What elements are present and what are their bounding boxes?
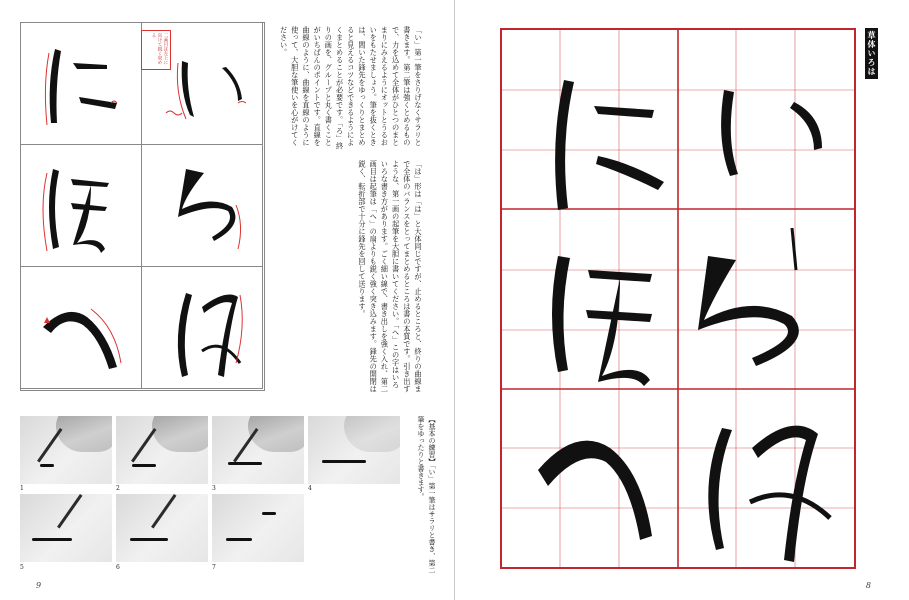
char-ni-strokes bbox=[21, 23, 142, 145]
practice-grid bbox=[20, 22, 265, 391]
photo-sequence bbox=[20, 416, 403, 574]
grid-cell-ro bbox=[142, 145, 263, 267]
photo-number: 6 bbox=[116, 564, 120, 571]
char-ho-strokes bbox=[21, 145, 142, 267]
page-title: 草体いろは bbox=[865, 28, 878, 79]
grid-cell-ho bbox=[21, 145, 142, 267]
char-ro-strokes bbox=[142, 145, 263, 267]
photo-step-5 bbox=[20, 494, 112, 562]
photo-number: 2 bbox=[116, 485, 120, 492]
photo-step-2 bbox=[116, 416, 208, 484]
grid-cell-he bbox=[21, 267, 142, 389]
photo-step-6 bbox=[116, 494, 208, 562]
photo-step-1 bbox=[20, 416, 112, 484]
photo-number: 5 bbox=[20, 564, 24, 571]
photo-number: 7 bbox=[212, 564, 216, 571]
photo-number: 3 bbox=[212, 485, 216, 492]
body-text-upper: 「い」第一筆をさりげなくサラリと書きます。第二筆は強くとめるもので、力を込めて全体がひとつのまとまりにみえるようにオットとうるおいをもたせましょう。筆を抜くときは、間いた鋒先をゆっくりとまとめると見えるコツなどできるようによくまとめることが必要です。「ろ」終りの画を、グループと丸く書くことがいちばんのポイントです。直線を曲線のように、曲線を直線のように使って、大胆な筆使いを心がけてください。 bbox=[279, 26, 423, 150]
char-ha-strokes bbox=[142, 267, 263, 389]
body-text-lower: 「は」形は「は」と大体同じですが、止めるところと、終りの曲線まで全体のバランスをとってまとめるところは書の本質です。引き出すような、第一画の起筆を大胆に書いてください。「へ」この字はいろいろな書き方があります。ごく細い線で、書き出しを強く入れ、第二画目は起筆は「へ」の扇よりも鋭く強く突き込みます。鋒先の開閉は鋭く、転折部で十分に鋒先を回して送ります。 bbox=[357, 160, 423, 393]
red-note-box: 二画目は左上に向けて鋭く収める bbox=[141, 30, 171, 70]
char-he-strokes bbox=[21, 267, 142, 389]
model-grid-lines bbox=[502, 30, 854, 567]
photo-caption: 【基本の練習】「い」第一筆はサラリと書き、第二筆をゆったりと書きます。 bbox=[417, 416, 436, 574]
grid-cell-ni bbox=[21, 23, 142, 145]
page-number-right: 8 bbox=[865, 581, 871, 590]
photo-step-3 bbox=[212, 416, 304, 484]
right-page bbox=[455, 0, 909, 600]
photo-step-7 bbox=[212, 494, 304, 562]
grid-cell-ha bbox=[142, 267, 263, 389]
photo-number: 1 bbox=[20, 485, 24, 492]
page-number-left: 9 bbox=[36, 581, 42, 590]
photo-step-4 bbox=[308, 416, 400, 484]
photo-number: 4 bbox=[308, 485, 312, 492]
model-grid bbox=[500, 28, 856, 569]
